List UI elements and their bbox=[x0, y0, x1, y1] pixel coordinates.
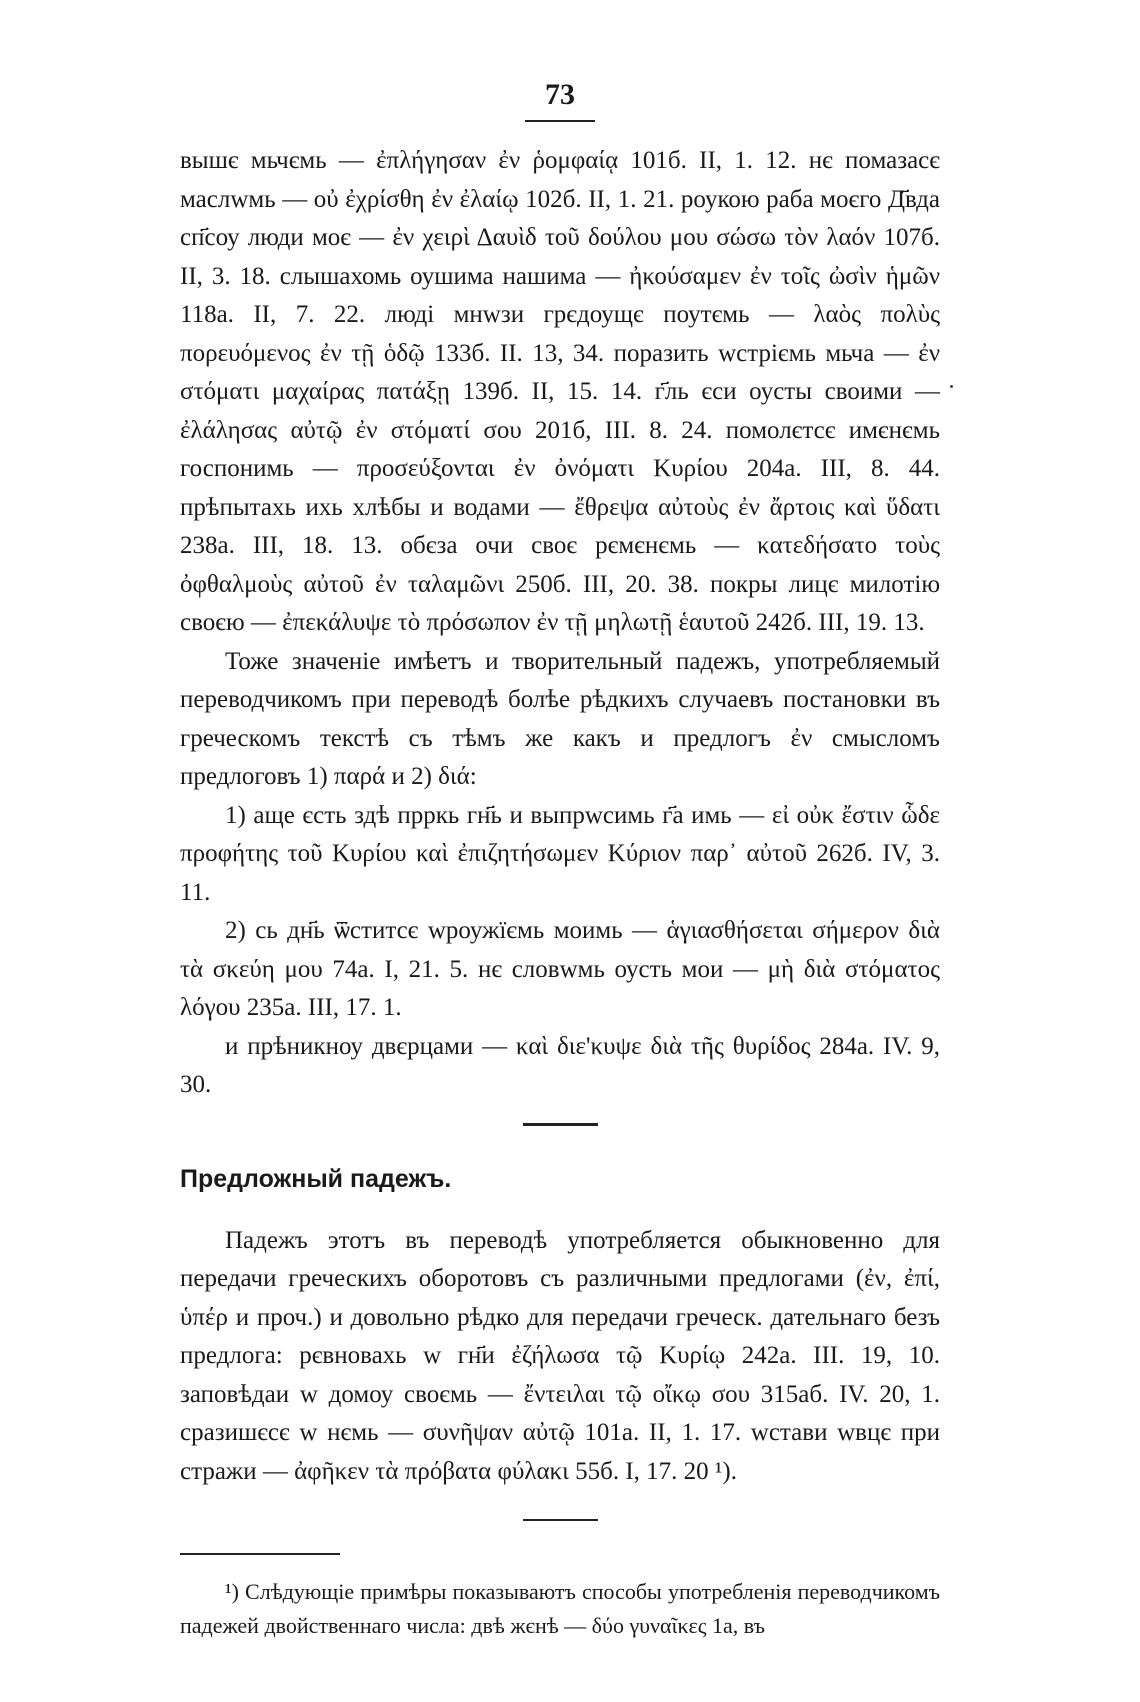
page-number: 73 bbox=[545, 78, 575, 111]
example-window: и прѣникноу двєрцами — καὶ διε'κυψε διὰ τῆς θυρίδος 284а. IV. 9, 30. bbox=[180, 1032, 940, 1098]
page-number-rule bbox=[525, 120, 595, 122]
section-title: Предложный падежъ. bbox=[180, 1164, 452, 1193]
footnote: ¹) Слѣдующіе примѣры показываютъ способы употребленія переводчикомъ падежей двойственнаго числа: двѣ жєнѣ — δύο γυναῖκες 1а, въ bbox=[180, 1579, 940, 1638]
section-divider bbox=[523, 1123, 598, 1126]
example-dia: 2) сь дн҃ь ѿститсє wроужїємь моимь — ἁγιασθήσεται σήμερον διὰ τὰ σκεύη μου 74а. I, 21. 5. нє словwмь оусть мои — μὴ διὰ στόματος λόγου 235а. III, 17. 1. bbox=[180, 917, 940, 1021]
example-para: 1) аще єсть здѣ прркь гн҃ь и выпрwсимь г҃а имь — εἰ οὐκ ἔστιν ὧδε προφήτης τοῦ Κυρίου καὶ ἐπιζητήσωμεν Κύριον παρ᾽ αὐτοῦ 262б. IV, 3. 11. bbox=[180, 801, 940, 906]
paragraph-instrumental-case: Тоже значеніе имѣетъ и творительный падежъ, употребляемый переводчикомъ при переводѣ болѣе рѣдкихъ случаевъ постановки въ греческомъ текстѣ съ тѣмъ же какъ и предлогъ ἐν смысломъ предлоговъ 1) παρά и 2) διά: bbox=[180, 647, 940, 790]
page bbox=[180, 80, 940, 1643]
scan-speck bbox=[950, 385, 953, 388]
paragraph-examples-continued: вышє мьчємь — ἐπλήγησαν ἐν ῥομφαίᾳ 101б. II, 1. 12. нє помазасє маслwмь — οὐ ἐχρίσθη ἐν ἐλαίῳ 102б. II, 1. 21. роукою раба моєго Д҃вда сп҃соу люди моє — ἐν χειρὶ Δαυὶδ τοῦ δούλου μου σώσω τὸν λαόν 107б. II, 3. 18. слышахомь оушима нашима — ἠκούσαμεν ἐν τοῖς ὠσὶν ἡμῶν 118а. II, 7. 22. люді мнwзи грєдоущє поутємь — λαὸς πολὺς πορευόμενος ἐν τῇ ὁδῷ 133б. II. 13, 34. поразить wстріємь мьча — ἐν στόματι μαχαίρας πατάξῃ 139б. II, 15. 14. г҃ль єси оусты своими — ἐλάλησας αὐτῷ ἐν στόματί σου 201б, III. 8. 24. помолєтсє имєнємь госпонимь — προσεύξονται ἐν ὀνόματι Κυρίου 204а. III, 8. 44. прѣпытахь ихь хлѣбы и водами — ἔθρεψα αὐτοὺς ἐν ἄρτοις καὶ ὕδατι 238а. III, 18. 13. обєза очи своє рємєнємь — κατεδήσατο τοὺς ὀφθαλμοὺς αὐτοῦ ἐν ταλαμῶνι 250б. III, 20. 38. покры лицє милотію своєю — ἐπεκάλυψε τὸ πρόσωπον ἐν τῇ μηλωτῇ ἑαυτοῦ 242б. III, 19. 13. bbox=[180, 147, 940, 636]
paragraph-prepositional-case: Падежъ этотъ въ переводѣ употребляется обыкновенно для передачи греческихъ оборотовъ съ различными предлогами (ἐν, ἐπί, ὑπέρ и проч.) и довольно рѣдко для передачи греческ. дательнаго безъ предлога: рєвновахь w гн҃и ἐζήλωσα τῷ Κυρίῳ 242а. III. 19, 10. заповѣдаи w домоу своємь — ἔντειλαι τῷ οἴκῳ σου 315аб. IV. 20, 1. сразишєсє w нємь — συνῆψαν αὐτῷ 101а. II, 1. 17. wстави wвцє при стражи — ἀφῆκεν τὰ πρόβατα φύλακι 55б. I, 17. 20 ¹). bbox=[180, 1226, 940, 1485]
end-divider bbox=[523, 1519, 598, 1521]
footnote-rule bbox=[180, 1553, 340, 1555]
